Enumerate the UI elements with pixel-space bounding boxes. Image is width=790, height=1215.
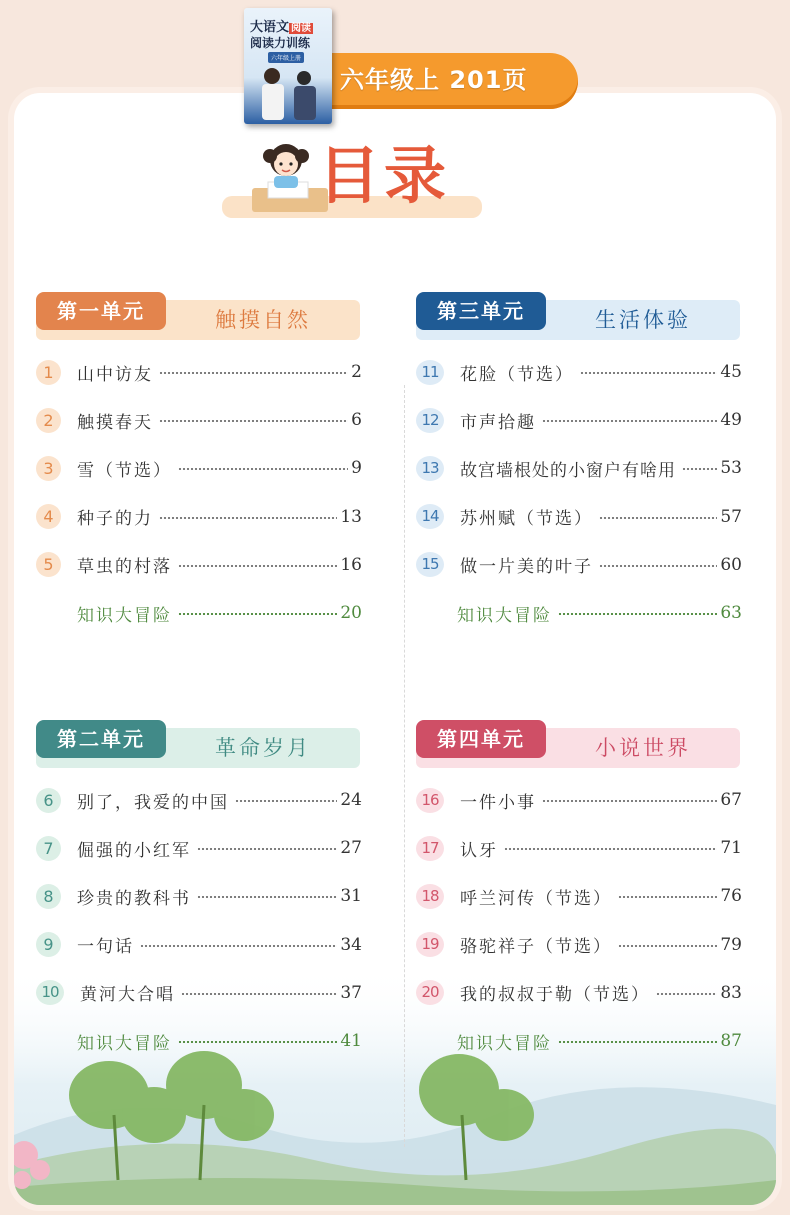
entry-title: 市声拾趣 xyxy=(460,412,536,433)
unit-2-section xyxy=(36,720,362,1065)
toc-entry-quiz[interactable] xyxy=(416,1017,742,1065)
book-cover-tag: 六年级上册 xyxy=(268,52,304,63)
dot-leader xyxy=(618,945,717,947)
unit-3-badge: 第三单元 xyxy=(416,292,546,330)
toc-entry[interactable] xyxy=(36,824,362,872)
entry-number: 4 xyxy=(36,504,61,529)
unit-4-list xyxy=(416,776,742,1065)
dot-leader xyxy=(580,372,717,374)
dot-leader xyxy=(558,1041,717,1043)
entry-page: 16 xyxy=(340,554,362,575)
entry-number: 6 xyxy=(36,788,61,813)
book-cover-badge: 阅读 xyxy=(291,23,312,34)
unit-1-theme: 触摸自然 xyxy=(215,308,311,332)
entry-title: 触摸春天 xyxy=(77,412,153,433)
toc-entry[interactable] xyxy=(36,872,362,920)
entry-page: 57 xyxy=(720,506,742,527)
toc-entry[interactable] xyxy=(416,348,742,396)
entry-page: 87 xyxy=(720,1031,742,1052)
entry-title: 雪（节选） xyxy=(77,460,172,481)
entry-number: 15 xyxy=(416,552,444,577)
toc-entry[interactable] xyxy=(36,921,362,969)
toc-entry-quiz[interactable] xyxy=(36,1017,362,1065)
dot-leader xyxy=(159,517,337,519)
dot-leader xyxy=(599,517,717,519)
dot-leader xyxy=(542,800,717,802)
entry-title: 花脸（节选） xyxy=(460,364,574,385)
toc-entry-quiz[interactable] xyxy=(416,589,742,637)
page-title: 目录 xyxy=(318,139,451,212)
toc-entry[interactable] xyxy=(36,969,362,1017)
toc-entry[interactable] xyxy=(416,824,742,872)
entry-number: 19 xyxy=(416,932,444,957)
unit-4-section xyxy=(416,720,742,1065)
book-cover-subtitle: 阅读力训练 xyxy=(250,36,311,50)
entry-number: 16 xyxy=(416,788,444,813)
entry-page: 2 xyxy=(351,362,362,383)
dot-leader xyxy=(197,896,337,898)
entry-page: 76 xyxy=(720,886,742,907)
toc-entry[interactable] xyxy=(36,396,362,444)
dot-leader xyxy=(159,372,348,374)
entry-page: 27 xyxy=(340,838,362,859)
dot-leader xyxy=(599,565,717,567)
unit-3-theme: 生活体验 xyxy=(595,308,691,332)
entry-title: 种子的力 xyxy=(77,509,153,530)
entry-number: 12 xyxy=(416,408,444,433)
entry-title: 呼兰河传（节选） xyxy=(460,888,612,909)
toc-entry[interactable] xyxy=(36,444,362,492)
entry-number: 1 xyxy=(36,360,61,385)
entry-title: 知识大冒险 xyxy=(457,605,552,626)
entry-title: 苏州赋（节选） xyxy=(460,509,593,530)
entry-page: 83 xyxy=(720,982,742,1003)
entry-number: 3 xyxy=(36,456,61,481)
entry-title: 草虫的村落 xyxy=(77,557,172,578)
dot-leader xyxy=(618,896,717,898)
toc-entry[interactable] xyxy=(416,969,742,1017)
entry-page: 9 xyxy=(351,458,362,479)
grade-label: 六年级上 201页 xyxy=(340,66,528,94)
entry-page: 53 xyxy=(720,458,742,479)
book-cover xyxy=(244,8,332,124)
book-cover-title: 大语文 xyxy=(250,20,290,35)
toc-entry[interactable] xyxy=(416,396,742,444)
entry-number: 17 xyxy=(416,836,444,861)
entry-number: 8 xyxy=(36,884,61,909)
dot-leader xyxy=(178,468,348,470)
entry-page: 34 xyxy=(340,934,362,955)
column-divider xyxy=(404,385,405,1147)
entry-number: 14 xyxy=(416,504,444,529)
entry-page: 63 xyxy=(720,603,742,624)
toc-entry[interactable] xyxy=(416,444,742,492)
unit-3-section xyxy=(416,292,742,637)
unit-2-badge: 第二单元 xyxy=(36,720,166,758)
toc-entry[interactable] xyxy=(416,541,742,589)
unit-4-theme: 小说世界 xyxy=(595,736,691,760)
entry-number: 9 xyxy=(36,932,61,957)
toc-entry[interactable] xyxy=(416,872,742,920)
toc-entry-quiz[interactable] xyxy=(36,589,362,637)
entry-title: 倔强的小红军 xyxy=(77,840,191,861)
entry-title: 知识大冒险 xyxy=(457,1033,552,1054)
entry-title: 知识大冒险 xyxy=(77,605,172,626)
unit-3-list xyxy=(416,348,742,637)
entry-number: 10 xyxy=(36,980,64,1005)
entry-title: 故宫墙根处的小窗户有啥用 xyxy=(460,460,676,481)
entry-page: 45 xyxy=(720,362,742,383)
toc-entry[interactable] xyxy=(36,541,362,589)
entry-number: 18 xyxy=(416,884,444,909)
toc-entry[interactable] xyxy=(416,921,742,969)
dot-leader xyxy=(656,993,717,995)
entry-page: 31 xyxy=(340,886,362,907)
entry-title: 知识大冒险 xyxy=(77,1033,172,1054)
entry-title: 山中访友 xyxy=(77,364,153,385)
unit-2-theme: 革命岁月 xyxy=(215,736,311,760)
entry-page: 6 xyxy=(351,410,362,431)
entry-page: 71 xyxy=(720,838,742,859)
entry-page: 41 xyxy=(340,1031,362,1052)
unit-1-section xyxy=(36,292,362,637)
entry-number: 2 xyxy=(36,408,61,433)
entry-title: 骆驼祥子（节选） xyxy=(460,937,612,958)
entry-title: 珍贵的教科书 xyxy=(77,888,191,909)
entry-page: 13 xyxy=(340,506,362,527)
unit-1-badge: 第一单元 xyxy=(36,292,166,330)
entry-page: 49 xyxy=(720,410,742,431)
entry-title: 我的叔叔于勒（节选） xyxy=(460,985,650,1006)
entry-page: 60 xyxy=(720,554,742,575)
entry-number: 13 xyxy=(416,456,444,481)
toc-entry[interactable] xyxy=(36,348,362,396)
dot-leader xyxy=(140,945,337,947)
entry-title: 认牙 xyxy=(460,840,498,861)
unit-1-list xyxy=(36,348,362,637)
toc-entry[interactable] xyxy=(416,493,742,541)
entry-number: 11 xyxy=(416,360,444,385)
entry-title: 一句话 xyxy=(77,937,134,958)
entry-title: 一件小事 xyxy=(460,792,536,813)
toc-entry[interactable] xyxy=(36,776,362,824)
dot-leader xyxy=(178,613,337,615)
dot-leader xyxy=(542,420,717,422)
entry-page: 37 xyxy=(340,982,362,1003)
entry-page: 24 xyxy=(340,790,362,811)
unit-2-list xyxy=(36,776,362,1065)
entry-number: 7 xyxy=(36,836,61,861)
entry-title: 别了，我爱的中国 xyxy=(77,792,229,813)
dot-leader xyxy=(159,420,348,422)
dot-leader xyxy=(235,800,337,802)
entry-number: 20 xyxy=(416,980,444,1005)
entry-page: 20 xyxy=(340,603,362,624)
toc-entry[interactable] xyxy=(36,493,362,541)
dot-leader xyxy=(682,468,717,470)
dot-leader xyxy=(504,848,717,850)
dot-leader xyxy=(558,613,717,615)
entry-page: 79 xyxy=(720,934,742,955)
unit-4-badge: 第四单元 xyxy=(416,720,546,758)
entry-number: 5 xyxy=(36,552,61,577)
entry-page: 67 xyxy=(720,790,742,811)
entry-title: 做一片美的叶子 xyxy=(460,557,593,578)
dot-leader xyxy=(178,1041,337,1043)
dot-leader xyxy=(181,993,337,995)
toc-entry[interactable] xyxy=(416,776,742,824)
dot-leader xyxy=(197,848,337,850)
entry-title: 黄河大合唱 xyxy=(80,985,175,1006)
book-cover-figures xyxy=(252,64,324,124)
dot-leader xyxy=(178,565,337,567)
